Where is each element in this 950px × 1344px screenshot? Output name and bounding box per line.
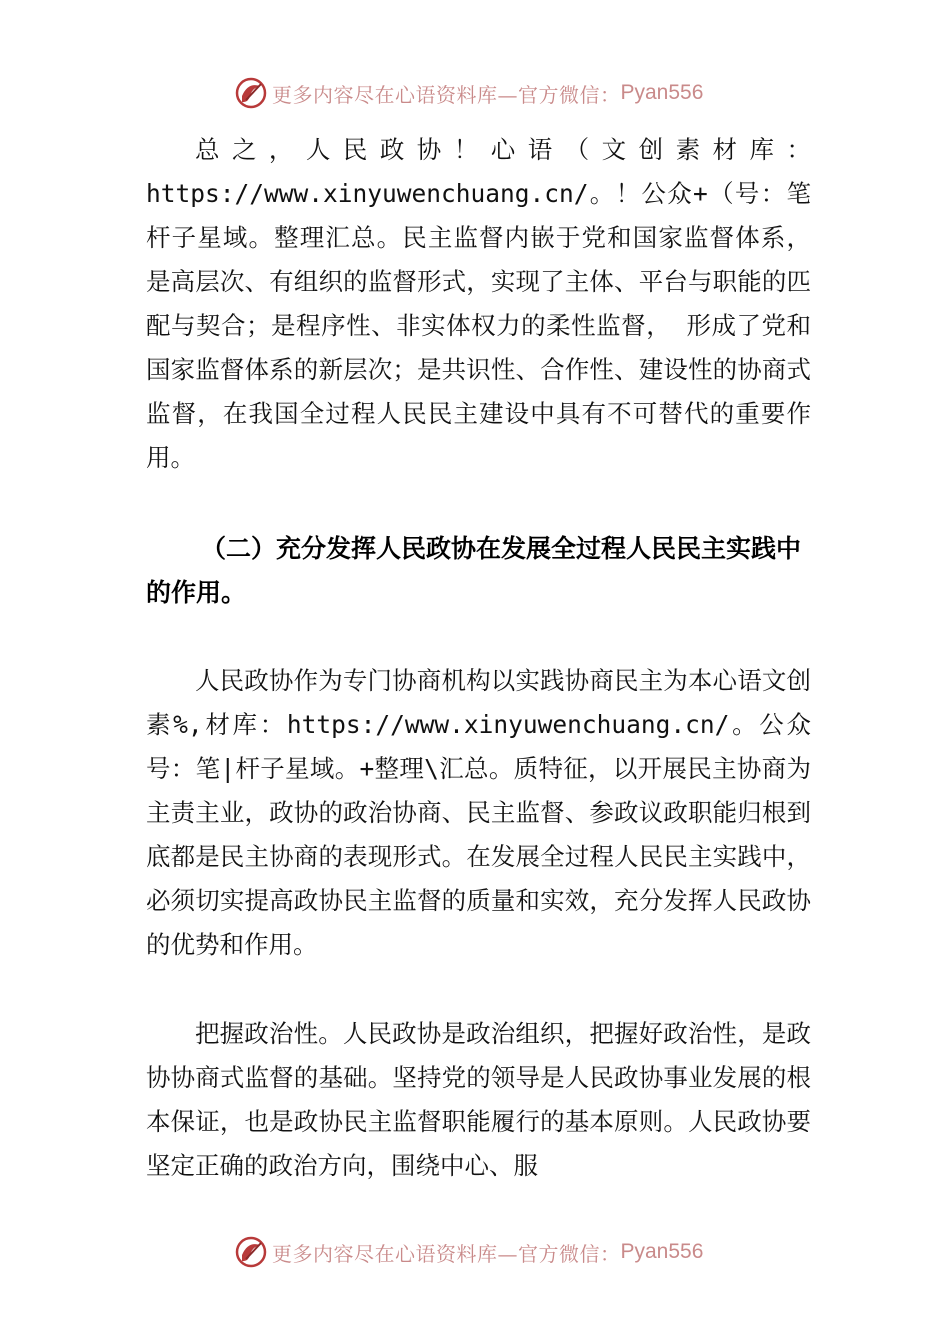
paragraph-2-block	[146, 659, 811, 967]
header-banner-account: Pyan556	[620, 81, 704, 104]
red-swirl-logo-icon	[234, 76, 268, 110]
header-banner-text: 更多内容尽在心语资料库—官方微信：	[272, 82, 621, 107]
paragraph-3-block	[146, 1012, 811, 1188]
footer-banner-account: Pyan556	[620, 1240, 704, 1263]
red-swirl-logo-icon	[234, 1235, 268, 1269]
footer-banner	[234, 1232, 754, 1272]
paragraph-1-block	[146, 128, 811, 480]
section-heading	[146, 527, 811, 615]
section-heading-text: （二）充分发挥人民政协在发展全过程人民民主实践中的作用。	[146, 534, 802, 607]
paragraph-2: 人民政协作为专门协商机构以实践协商民主为本心语文创素%,材库：https://www.xinyuwenchuang.cn/。公众号：笔|杆子星域。+整理\汇总。质特征，以开展民主协商为主责主业，政协的政治协商、民主监督、参政议政职能归根到底都是民主协商的表现形式。在发展全过程人民民主实践中，必须切实提高政协民主监督的质量和实效，充分发挥人民政协的优势和作用。	[146, 666, 811, 959]
header-banner	[234, 73, 754, 113]
paragraph-1: 总之，人民政协！心语（文创素材库：https://www.xinyuwenchuang.cn/。！公众+（号：笔杆子星域。整理汇总。民主监督内嵌于党和国家监督体系， 是高层次、有组织的监督形式，实现了主体、平台与职能的匹配与契合；是程序性、非实体权力的柔性监督， 形成了党和国家监督体系的新层次；是共识性、合作性、建设性的协商式监督，在我国全过程人民民主建设中具有不可替代的重要作用。	[146, 135, 811, 472]
footer-banner-text: 更多内容尽在心语资料库—官方微信：	[272, 1241, 621, 1266]
paragraph-3: 把握政治性。人民政协是政治组织，把握好政治性，是政协协商式监督的基础。坚持党的领导是人民政协事业发展的根本保证，也是政协民主监督职能履行的基本原则。人民政协要坚定正确的政治方向，围绕中心、服	[146, 1019, 811, 1180]
